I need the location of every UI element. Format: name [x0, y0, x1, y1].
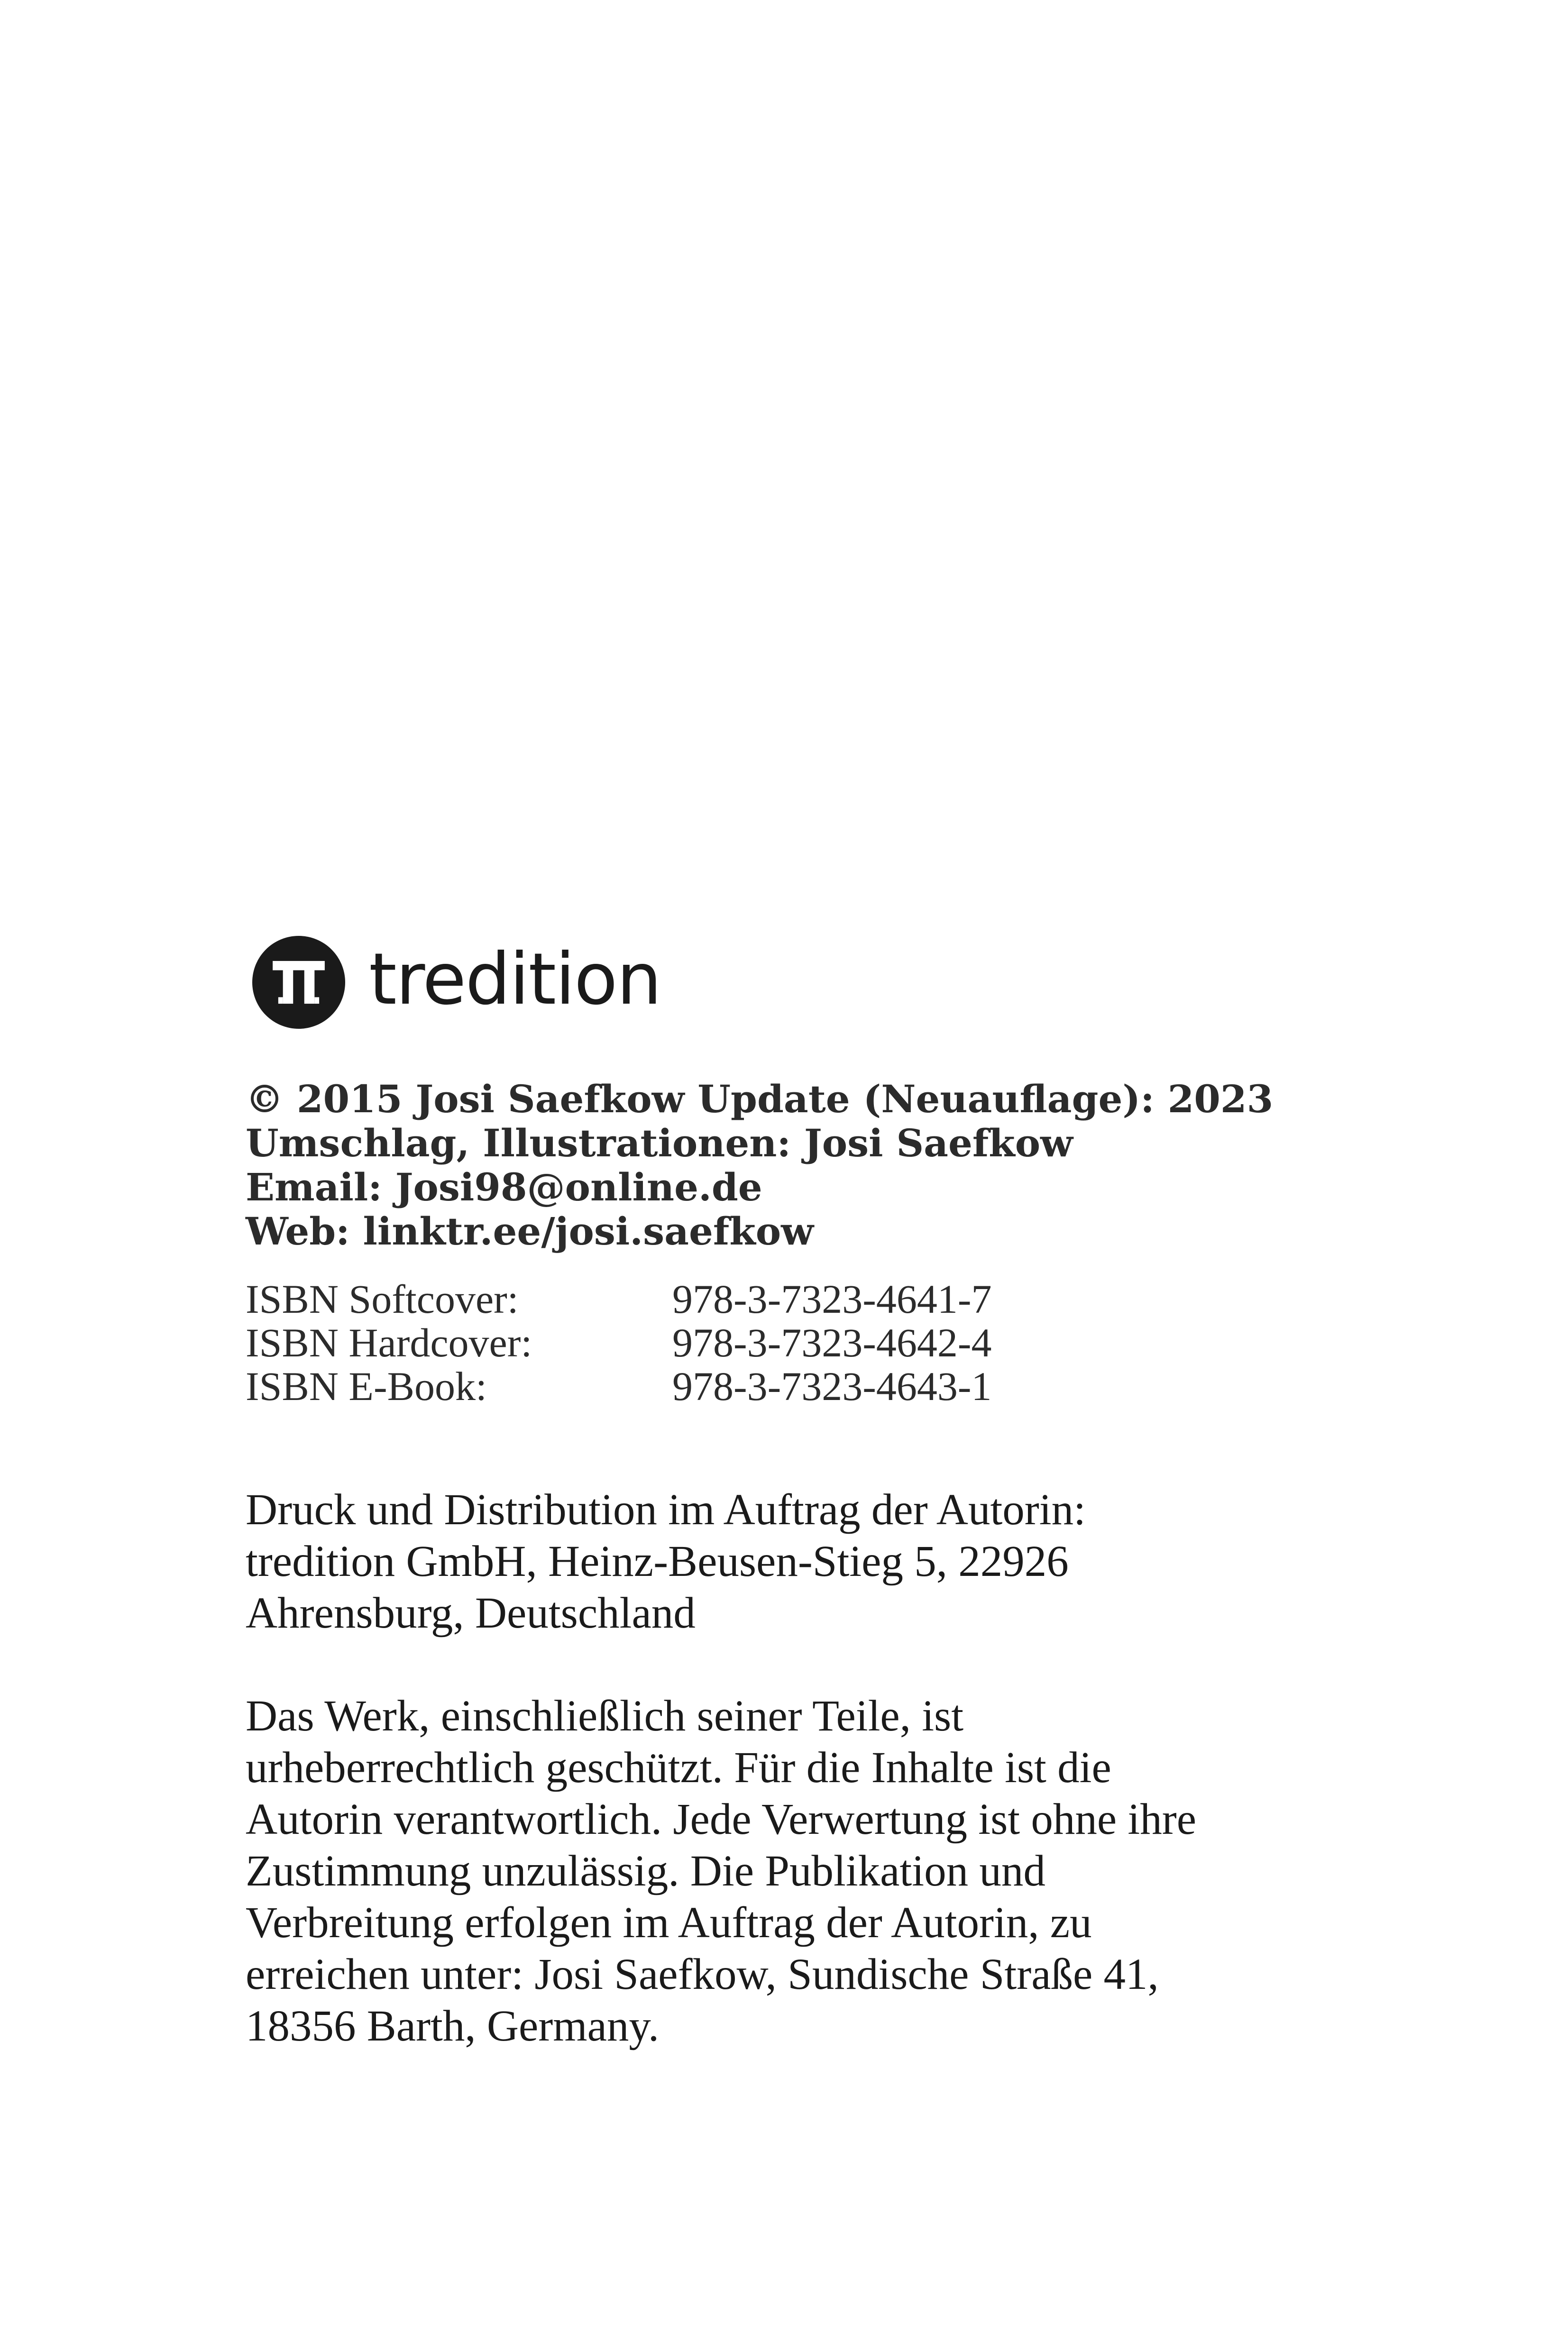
paragraph-line: tredition GmbH, Heinz-Beusen-Stieg 5, 22926: [246, 1537, 1069, 1586]
paragraph-line: 18356 Barth, Germany.: [246, 2002, 660, 2050]
paragraph-line: Druck und Distribution im Auftrag der Autorin:: [246, 1485, 1086, 1534]
copyright-notice-paragraph: [246, 1690, 1360, 2052]
email-line: Email: Josi98@online.de: [246, 1165, 762, 1209]
isbn-row-hardcover: [246, 1321, 992, 1364]
web-line: Web: linktr.ee/josi.saefkow: [246, 1209, 814, 1254]
cover-credit-line: Umschlag, Illustrationen: Josi Saefkow: [246, 1121, 1073, 1165]
isbn-row-softcover: [246, 1277, 992, 1321]
isbn-label: ISBN Softcover:: [246, 1276, 519, 1322]
paragraph-line: Das Werk, einschließlich seiner Teile, ist: [246, 1692, 964, 1740]
paragraph-line: erreichen unter: Josi Saefkow, Sundische Straße 41,: [246, 1950, 1159, 1999]
isbn-row-ebook: [246, 1364, 992, 1408]
copyright-line: © 2015 Josi Saefkow Update (Neuauflage): 2023: [246, 1077, 1274, 1121]
isbn-table: [246, 1277, 992, 1408]
isbn-label: ISBN E-Book:: [246, 1364, 487, 1409]
paragraph-line: Ahrensburg, Deutschland: [246, 1589, 696, 1638]
paragraph-line: Zustimmung unzulässig. Die Publikation und: [246, 1847, 1045, 1895]
paragraph-line: Autorin verantwortlich. Jede Verwertung ist ohne ihre: [246, 1795, 1196, 1844]
isbn-value: 978-3-7323-4641-7: [672, 1276, 992, 1322]
publisher-logo: [252, 935, 661, 1030]
distribution-paragraph: [246, 1484, 1360, 1639]
paragraph-line: urheberrechtlich geschützt. Für die Inhalte ist die: [246, 1743, 1111, 1792]
credits-block: [246, 1077, 1431, 1254]
isbn-value: 978-3-7323-4642-4: [672, 1320, 992, 1365]
isbn-label: ISBN Hardcover:: [246, 1320, 532, 1365]
publisher-wordmark: tredition: [369, 938, 661, 1021]
isbn-value: 978-3-7323-4643-1: [672, 1364, 992, 1409]
tredition-t-icon: [252, 936, 345, 1029]
paragraph-line: Verbreitung erfolgen im Auftrag der Autorin, zu: [246, 1898, 1092, 1947]
